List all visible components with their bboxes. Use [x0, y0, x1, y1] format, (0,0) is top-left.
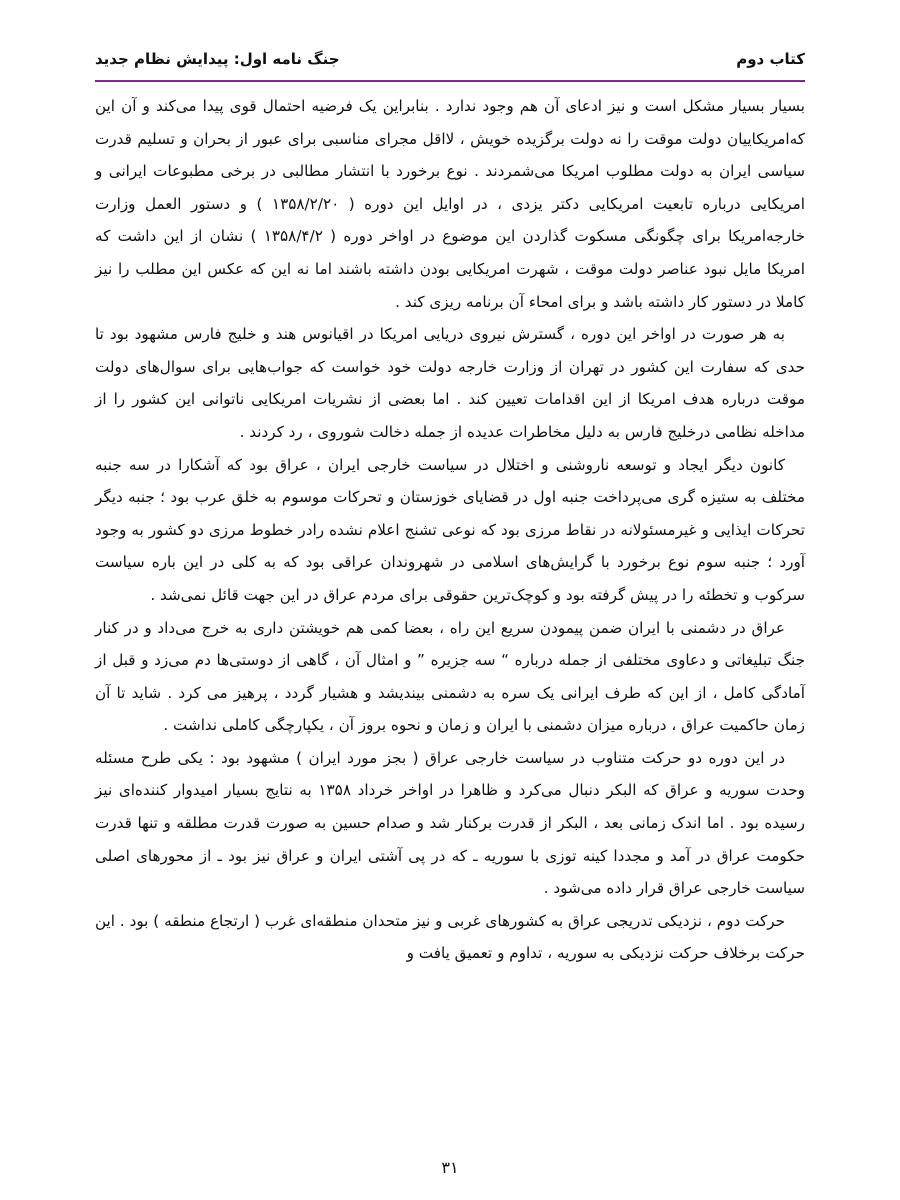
paragraph-4: عراق در دشمنی با ایران ضمن پیمودن سریع این راه ، بعضا کمی هم خویشتن داری به خرج می‌داد و در کنار جنگ تبلیغاتی و دعاوی مختلفی از جمله درباره “ سه جزیره ” و امثال آن ، گاهی از دوستی‌ها دم می‌زد و قبل از آمادگی کامل ، از این که طرف ایرانی یک سره به دشمنی بیندیشد و هشیار گردد ، پرهیز می کرد . شاید تا آن زمان حاکمیت عراق ، درباره میزان دشمنی با ایران و زمان و نحوه بروز آن ، یکپارچگی کاملی نداشت . [95, 618, 805, 735]
paragraph-1: بسیار بسیار مشکل است و نیز ادعای آن هم وجود ندارد . بنابراین یک فرضیه احتمال قوی پیدا می‌کند و آن این که‌امریکاییان دولت موقت را نه دولت برگزیده خویش ، لااقل مجرای مناسبی برای عبور از بحران و تسلیم قدرت سیاسی ایران به دولت مطلوب امریکا می‌شمردند . نوع برخورد با انتشار مطالبی در برخی مطبوعات ایرانی و امریکایی درباره تابعیت امریکایی دکتر یزدی ، در اوایل این دوره ( ۱۳۵۸/۲/۲۰ ) و دستور العمل وزارت خارجه‌امریکا برای چگونگی مسکوت گذاردن این موضوع در اواخر دوره ( ۱۳۵۸/۴/۲ ) نشان از این داشت که امریکا مایل نبود عناصر دولت موقت ، شهرت امریکایی بودن داشته باشند اما نه این که عکس این مطلب را نیز کاملا در دستور کار داشته باشد و برای امحاء آن برنامه ریزی کند . [95, 97, 805, 311]
running-header [95, 44, 805, 74]
book-title: کتاب دوم [736, 50, 805, 68]
paragraph-2: به هر صورت در اواخر این دوره ، گسترش نیروی دریایی امریکا در اقیانوس هند و خلیج فارس مشهود بود تا حدی که سفارت این کشور در تهران از وزارت خارجه دولت خود خواست که جواب‌هایی برای سوال‌های دولت موقت درباره هدف امریکا از این اقدامات تعیین کند . اما بعضی از نشریات امریکایی ناتوانی این کشور را از مداخله نظامی درخلیج فارس به دلیل مخاطرات عدیده از جمله دخالت شوروی ، رد کردند . [95, 325, 805, 441]
paragraph-3: کانون دیگر ایجاد و توسعه ناروشنی و اختلال در سیاست خارجی ایران ، عراق بود که آشکارا در سه جنبه مختلف به ستیزه گری می‌پرداخت جنبه اول در قضایای خوزستان و تحرکات موسوم به خلق عرب بود ؛ جنبه دیگر تحرکات ایذایی و غیرمسئولانه در نقاط مرزی بود که نوعی تشنج اعلام نشده رادر خطوط مرزی دو کشور به وجود آورد ؛ جنبه سوم نوع برخورد با گرایش‌های اسلامی در شهروندان عراقی بود که به کلی در این باره سیاست سرکوب و تخطئه را در پیش گرفته بود و کوچک‌ترین حقوقی برای مردم عراق در این جهت قائل نمی‌شد . [95, 455, 805, 604]
paragraph-5: در این دوره دو حرکت متناوب در سیاست خارجی عراق ( بجز مورد ایران ) مشهود بود : یکی طرح مسئله وحدت سوریه و عراق که البکر دنبال می‌کرد و ظاهرا در اواخر خرداد ۱۳۵۸ به نتایج بسیار امیدوار کننده‌ای نیز رسیده بود . اما اندک زمانی بعد ، البکر از قدرت برکنار شد و صدام حسین به صورت قدرت مطلقه و تنها قدرت حکومت عراق در آمد و مجددا کینه توزی با سوریه ـ که در پی آشتی ایران و عراق نیز بود ـ از محورهای اصلی سیاست خارجی عراق قرار داده می‌شود . [95, 748, 806, 898]
chapter-title: جنگ نامه اول: پیدایش نظام جدید [95, 50, 340, 68]
paragraph-6: حرکت دوم ، نزدیکی تدریجی عراق به کشورهای غربی و نیز متحدان منطقه‌ای غرب ( ارتجاع منطقه ) بود . این حرکت برخلاف حرکت نزدیکی به سوریه ، تداوم و تعمیق یافت و [95, 911, 805, 963]
page-number: ۳۱ [441, 1158, 459, 1177]
page-body [95, 90, 805, 970]
header-divider [95, 80, 805, 82]
